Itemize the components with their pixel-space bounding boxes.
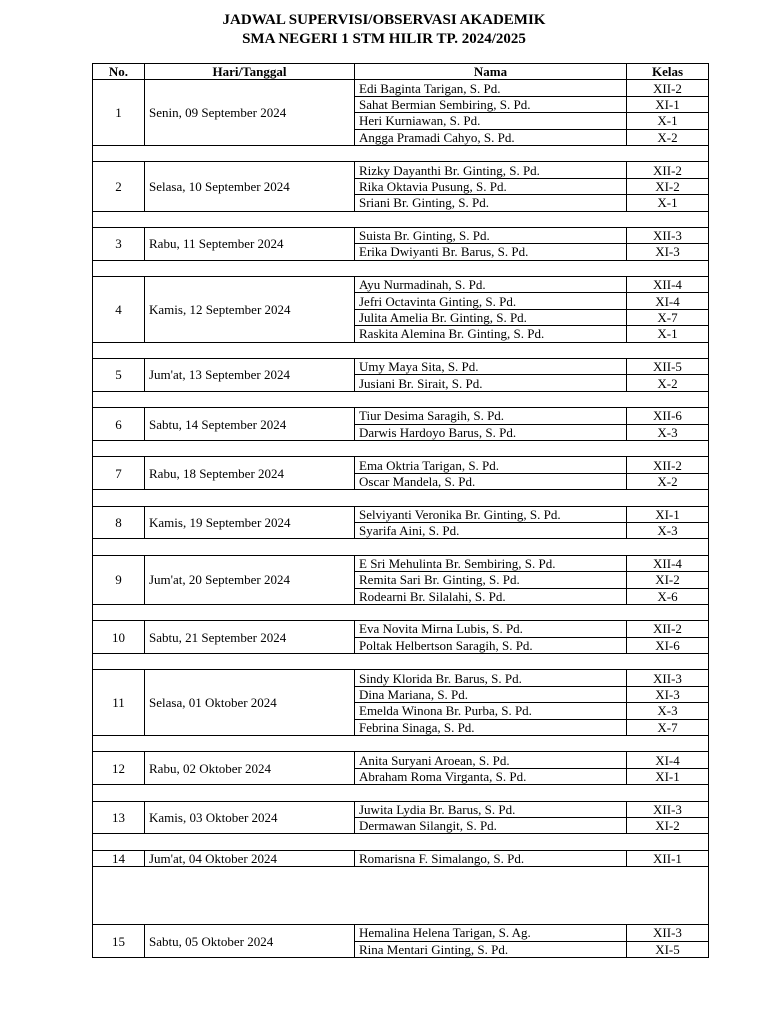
separator-row xyxy=(93,260,709,276)
kelas-cell: XII-3 xyxy=(627,801,709,817)
hari-tanggal-cell: Selasa, 01 Oktober 2024 xyxy=(145,670,355,736)
hari-tanggal-cell: Selasa, 10 September 2024 xyxy=(145,162,355,211)
table-row xyxy=(93,670,709,686)
table-row xyxy=(93,925,709,941)
kelas-cell: XII-4 xyxy=(627,277,709,293)
nama-cell: Suista Br. Ginting, S. Pd. xyxy=(355,227,627,243)
nama-cell: Selviyanti Veronika Br. Ginting, S. Pd. xyxy=(355,506,627,522)
separator-cell xyxy=(93,260,709,276)
kelas-cell: XII-3 xyxy=(627,227,709,243)
nama-cell: Juwita Lydia Br. Barus, S. Pd. xyxy=(355,801,627,817)
table-row xyxy=(93,162,709,178)
kelas-cell: X-3 xyxy=(627,424,709,440)
kelas-cell: X-7 xyxy=(627,309,709,325)
hari-tanggal-cell: Rabu, 18 September 2024 xyxy=(145,457,355,490)
nama-cell: Emelda Winona Br. Purba, S. Pd. xyxy=(355,703,627,719)
nama-cell: Anita Suryani Aroean, S. Pd. xyxy=(355,752,627,768)
nama-cell: E Sri Mehulinta Br. Sembiring, S. Pd. xyxy=(355,555,627,571)
kelas-cell: XII-2 xyxy=(627,621,709,637)
nama-cell: Febrina Sinaga, S. Pd. xyxy=(355,719,627,735)
row-number: 14 xyxy=(93,850,145,866)
row-number: 13 xyxy=(93,801,145,834)
nama-cell: Julita Amelia Br. Ginting, S. Pd. xyxy=(355,309,627,325)
kelas-cell: XI-6 xyxy=(627,637,709,653)
kelas-cell: XI-4 xyxy=(627,752,709,768)
nama-cell: Ayu Nurmadinah, S. Pd. xyxy=(355,277,627,293)
hari-tanggal-cell: Sabtu, 14 September 2024 xyxy=(145,408,355,441)
separator-row xyxy=(93,342,709,358)
hari-tanggal-cell: Jum'at, 20 September 2024 xyxy=(145,555,355,604)
nama-cell: Umy Maya Sita, S. Pd. xyxy=(355,359,627,375)
nama-cell: Tiur Desima Saragih, S. Pd. xyxy=(355,408,627,424)
separator-row xyxy=(93,785,709,801)
table-row xyxy=(93,277,709,293)
nama-cell: Dina Mariana, S. Pd. xyxy=(355,686,627,702)
kelas-cell: XI-2 xyxy=(627,817,709,833)
table-row xyxy=(93,621,709,637)
separator-cell xyxy=(93,342,709,358)
kelas-cell: X-2 xyxy=(627,129,709,145)
separator-row xyxy=(93,867,709,925)
kelas-cell: X-2 xyxy=(627,473,709,489)
kelas-cell: XI-5 xyxy=(627,941,709,957)
nama-cell: Syarifa Aini, S. Pd. xyxy=(355,522,627,538)
column-header-kelas: Kelas xyxy=(627,64,709,80)
table-row xyxy=(93,850,709,866)
separator-row xyxy=(93,736,709,752)
separator-cell xyxy=(93,834,709,850)
separator-cell xyxy=(93,145,709,161)
row-number: 11 xyxy=(93,670,145,736)
row-number: 15 xyxy=(93,925,145,958)
hari-tanggal-cell: Rabu, 11 September 2024 xyxy=(145,227,355,260)
separator-cell xyxy=(93,391,709,407)
row-number: 1 xyxy=(93,80,145,146)
nama-cell: Ema Oktria Tarigan, S. Pd. xyxy=(355,457,627,473)
row-number: 7 xyxy=(93,457,145,490)
hari-tanggal-cell: Jum'at, 13 September 2024 xyxy=(145,359,355,392)
hari-tanggal-cell: Kamis, 19 September 2024 xyxy=(145,506,355,539)
separator-row xyxy=(93,490,709,506)
nama-cell: Erika Dwiyanti Br. Barus, S. Pd. xyxy=(355,244,627,260)
separator-cell xyxy=(93,785,709,801)
nama-cell: Dermawan Silangit, S. Pd. xyxy=(355,817,627,833)
table-row xyxy=(93,80,709,96)
separator-cell xyxy=(93,654,709,670)
table-row xyxy=(93,359,709,375)
separator-row xyxy=(93,211,709,227)
schedule-table xyxy=(92,63,709,958)
kelas-cell: X-1 xyxy=(627,195,709,211)
nama-cell: Edi Baginta Tarigan, S. Pd. xyxy=(355,80,627,96)
nama-cell: Darwis Hardoyo Barus, S. Pd. xyxy=(355,424,627,440)
nama-cell: Eva Novita Mirna Lubis, S. Pd. xyxy=(355,621,627,637)
separator-cell xyxy=(93,736,709,752)
nama-cell: Rika Oktavia Pusung, S. Pd. xyxy=(355,178,627,194)
kelas-cell: XII-4 xyxy=(627,555,709,571)
kelas-cell: X-2 xyxy=(627,375,709,391)
nama-cell: Sindy Klorida Br. Barus, S. Pd. xyxy=(355,670,627,686)
table-row xyxy=(93,506,709,522)
nama-cell: Abraham Roma Virganta, S. Pd. xyxy=(355,768,627,784)
page-title: JADWAL SUPERVISI/OBSERVASI AKADEMIK xyxy=(222,12,546,28)
table-row xyxy=(93,457,709,473)
nama-cell: Rizky Dayanthi Br. Ginting, S. Pd. xyxy=(355,162,627,178)
separator-cell xyxy=(93,867,709,925)
kelas-cell: XII-2 xyxy=(627,162,709,178)
nama-cell: Jefri Octavinta Ginting, S. Pd. xyxy=(355,293,627,309)
separator-row xyxy=(93,654,709,670)
nama-cell: Jusiani Br. Sirait, S. Pd. xyxy=(355,375,627,391)
kelas-cell: XI-1 xyxy=(627,506,709,522)
kelas-cell: XI-3 xyxy=(627,244,709,260)
hari-tanggal-cell: Senin, 09 September 2024 xyxy=(145,80,355,146)
row-number: 3 xyxy=(93,227,145,260)
nama-cell: Poltak Helbertson Saragih, S. Pd. xyxy=(355,637,627,653)
kelas-cell: XII-5 xyxy=(627,359,709,375)
nama-cell: Heri Kurniawan, S. Pd. xyxy=(355,113,627,129)
row-number: 4 xyxy=(93,277,145,343)
table-row xyxy=(93,801,709,817)
table-row xyxy=(93,555,709,571)
kelas-cell: X-1 xyxy=(627,326,709,342)
kelas-cell: XII-6 xyxy=(627,408,709,424)
kelas-cell: XII-2 xyxy=(627,80,709,96)
schedule-body xyxy=(93,80,709,958)
column-header-no: No. xyxy=(93,64,145,80)
kelas-cell: XI-4 xyxy=(627,293,709,309)
row-number: 5 xyxy=(93,359,145,392)
kelas-cell: X-1 xyxy=(627,113,709,129)
table-header-row xyxy=(93,64,709,80)
hari-tanggal-cell: Kamis, 03 Oktober 2024 xyxy=(145,801,355,834)
hari-tanggal-cell: Kamis, 12 September 2024 xyxy=(145,277,355,343)
hari-tanggal-cell: Jum'at, 04 Oktober 2024 xyxy=(145,850,355,866)
row-number: 10 xyxy=(93,621,145,654)
kelas-cell: XII-3 xyxy=(627,925,709,941)
nama-cell: Romarisna F. Simalango, S. Pd. xyxy=(355,850,627,866)
page-subtitle: SMA NEGERI 1 STM HILIR TP. 2024/2025 xyxy=(242,31,526,47)
kelas-cell: XI-1 xyxy=(627,96,709,112)
nama-cell: Sahat Bermian Sembiring, S. Pd. xyxy=(355,96,627,112)
row-number: 9 xyxy=(93,555,145,604)
separator-row xyxy=(93,145,709,161)
kelas-cell: XII-2 xyxy=(627,457,709,473)
nama-cell: Remita Sari Br. Ginting, S. Pd. xyxy=(355,572,627,588)
separator-cell xyxy=(93,539,709,555)
row-number: 12 xyxy=(93,752,145,785)
kelas-cell: XI-3 xyxy=(627,686,709,702)
separator-cell xyxy=(93,211,709,227)
table-row xyxy=(93,752,709,768)
separator-row xyxy=(93,604,709,620)
kelas-cell: XI-2 xyxy=(627,178,709,194)
hari-tanggal-cell: Sabtu, 21 September 2024 xyxy=(145,621,355,654)
nama-cell: Angga Pramadi Cahyo, S. Pd. xyxy=(355,129,627,145)
separator-cell xyxy=(93,440,709,456)
separator-row xyxy=(93,440,709,456)
nama-cell: Rodearni Br. Silalahi, S. Pd. xyxy=(355,588,627,604)
table-row xyxy=(93,408,709,424)
nama-cell: Rina Mentari Ginting, S. Pd. xyxy=(355,941,627,957)
kelas-cell: X-6 xyxy=(627,588,709,604)
table-row xyxy=(93,227,709,243)
separator-cell xyxy=(93,604,709,620)
row-number: 6 xyxy=(93,408,145,441)
separator-row xyxy=(93,391,709,407)
nama-cell: Sriani Br. Ginting, S. Pd. xyxy=(355,195,627,211)
kelas-cell: XI-1 xyxy=(627,768,709,784)
kelas-cell: XI-2 xyxy=(627,572,709,588)
separator-row xyxy=(93,539,709,555)
column-header-hari-tanggal: Hari/Tanggal xyxy=(145,64,355,80)
kelas-cell: X-7 xyxy=(627,719,709,735)
nama-cell: Raskita Alemina Br. Ginting, S. Pd. xyxy=(355,326,627,342)
kelas-cell: XII-3 xyxy=(627,670,709,686)
separator-cell xyxy=(93,490,709,506)
hari-tanggal-cell: Rabu, 02 Oktober 2024 xyxy=(145,752,355,785)
row-number: 8 xyxy=(93,506,145,539)
kelas-cell: X-3 xyxy=(627,703,709,719)
column-header-nama: Nama xyxy=(355,64,627,80)
nama-cell: Oscar Mandela, S. Pd. xyxy=(355,473,627,489)
nama-cell: Hemalina Helena Tarigan, S. Ag. xyxy=(355,925,627,941)
row-number: 2 xyxy=(93,162,145,211)
kelas-cell: XII-1 xyxy=(627,850,709,866)
separator-row xyxy=(93,834,709,850)
hari-tanggal-cell: Sabtu, 05 Oktober 2024 xyxy=(145,925,355,958)
kelas-cell: X-3 xyxy=(627,522,709,538)
